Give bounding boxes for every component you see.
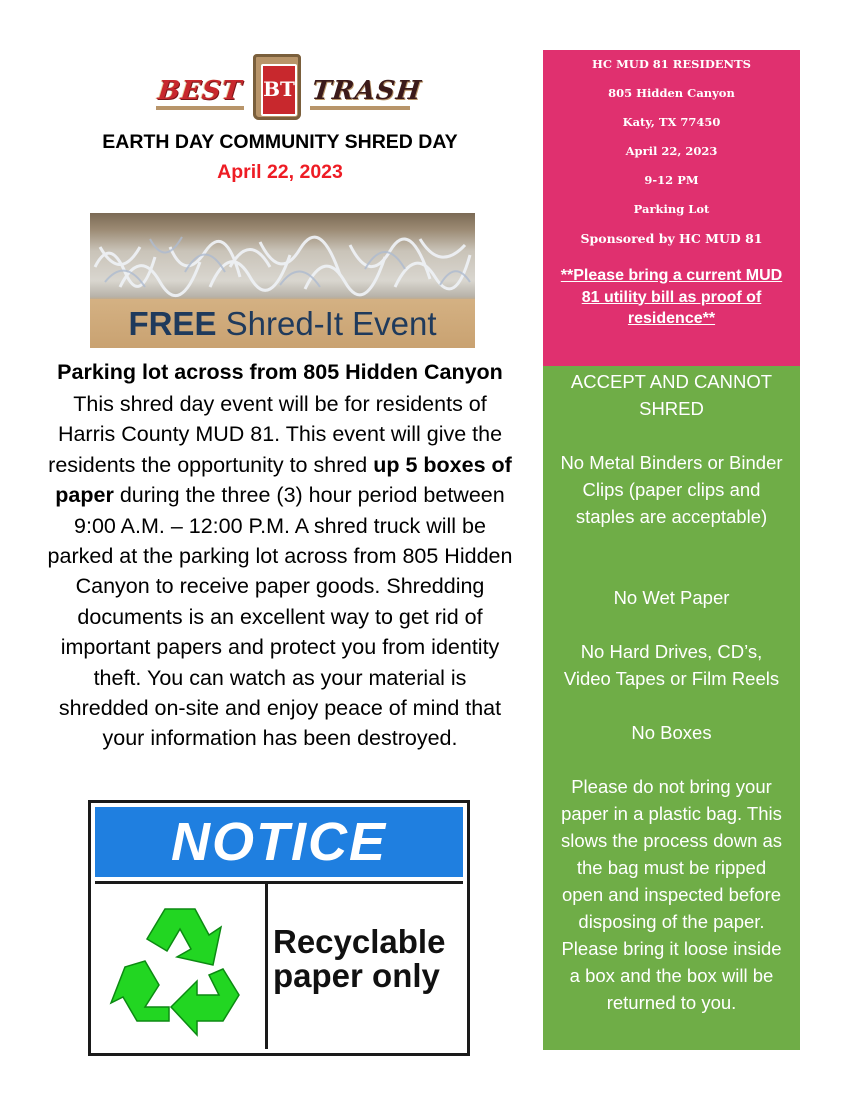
logo-badge (253, 54, 301, 120)
info-time: 9-12 PM (644, 173, 699, 187)
proof-of-residence-note: **Please bring a current MUD 81 utility bill as proof of residence** (560, 267, 783, 327)
event-info-box (543, 50, 800, 366)
notice-sign (88, 800, 470, 1056)
description-part-2: during the three (3) hour period between 9:00 A.M. – 12:00 P.M. A shred truck will be parked at the parking lot across from 805 Hidden Canyon to receive paper goods. Shredding documents is an excellent way to get rid of important papers and protect you from identity theft. You can watch as your material is shredded on-site and enjoy peace of mind that your information has been destroyed. (47, 483, 513, 751)
event-date: April 22, 2023 (217, 161, 343, 183)
shred-it-event-label: Shred-It Event (216, 305, 437, 342)
rule-no-binders: No Metal Binders or Binder Clips (paper clips and staples are acceptable) (560, 452, 783, 527)
notice-line-2: paper only (273, 957, 440, 994)
notice-line-1: Recyclable (273, 923, 446, 960)
event-title: EARTH DAY COMMUNITY SHRED DAY (102, 131, 458, 153)
logo-word-best: BEST (156, 76, 244, 106)
rule-no-plastic-bags: Please do not bring your paper in a plastic bag. This slows the process down as the bag must be ripped open and inspected before disposing of the paper. Please bring it loose inside a box and the box will be returned to you. (560, 776, 783, 1013)
event-description (46, 389, 514, 754)
info-date: April 22, 2023 (625, 144, 718, 158)
logo-underline-right (310, 106, 410, 110)
rule-no-wet-paper: No Wet Paper (613, 587, 730, 608)
info-address: 805 Hidden Canyon (608, 86, 735, 100)
free-shred-banner (90, 299, 475, 348)
notice-message (273, 925, 463, 993)
rules-heading: ACCEPT AND CANNOT SHRED (570, 371, 773, 419)
logo-underline-left (156, 106, 244, 110)
notice-body (95, 881, 463, 1049)
shred-rules-box (543, 366, 800, 1050)
description-part-1: This shred day event will be for residents of Harris County MUD 81. This event will give the residents the opportunity to shred (48, 392, 503, 477)
recycle-icon (105, 891, 255, 1041)
info-location: Parking Lot (633, 202, 710, 216)
notice-rule (95, 881, 463, 884)
notice-header: NOTICE (95, 807, 463, 877)
info-residents: HC MUD 81 RESIDENTS (592, 57, 751, 71)
rule-no-media: No Hard Drives, CD’s, Video Tapes or Film Reels (563, 641, 780, 689)
location-lead: Parking lot across from 805 Hidden Canyon (57, 360, 503, 384)
shredded-paper-image (90, 227, 475, 299)
rule-no-boxes: No Boxes (631, 722, 712, 743)
description-box-limit: up 5 boxes of paper (55, 452, 512, 508)
best-trash-logo (150, 52, 424, 122)
info-city: Katy, TX 77450 (622, 115, 721, 129)
notice-divider (265, 881, 268, 1049)
free-label: FREE (128, 305, 217, 342)
logo-monogram: BT (261, 64, 297, 116)
logo-word-trash: TRASH (310, 76, 424, 106)
info-sponsor: Sponsored by HC MUD 81 (580, 231, 763, 246)
shred-event-photo (90, 213, 475, 348)
